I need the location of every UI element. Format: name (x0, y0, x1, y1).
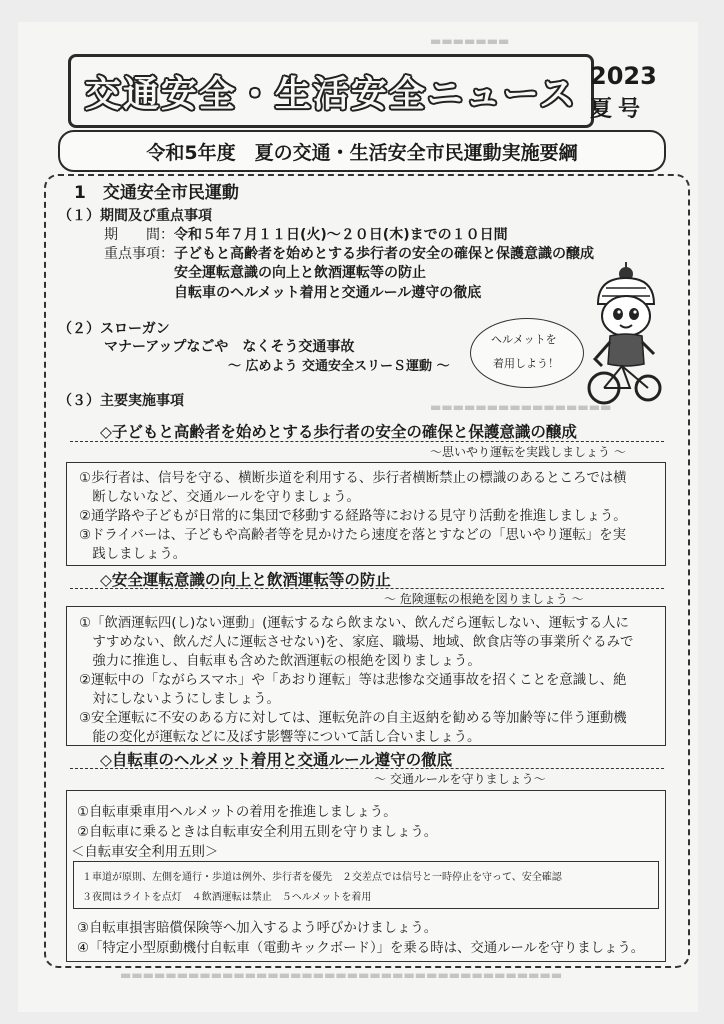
block-line: ④「特定小型原動機付自転車（電動キックボード）」を乗る時は、交通ルールを守りましょう。 (77, 941, 645, 956)
block-divider (70, 441, 664, 442)
slogan-text: マナーアップなごや なくそう交通事故 (104, 339, 355, 355)
block-content-box (66, 606, 666, 746)
block-line: ②運転中の「ながらスマホ」や「あおり運転」等は悲惨な交通事故を招くことを意識し、絶 (79, 673, 627, 688)
block-line: ①歩行者は、信号を守る、横断歩道を利用する、歩行者横断禁止の標識のあるところでは横 (79, 471, 627, 486)
block-subtitle: ～ 交通ルールを守りましょう～ (374, 772, 546, 786)
campaign-title-bar (58, 130, 666, 172)
slogan-subtext: ～ 広めよう 交通安全スリーＳ運動 ～ (228, 359, 450, 374)
issue-year: 2023 (590, 62, 657, 90)
block-line: ③自転車損害賠償保険等へ加入するよう呼びかけましょう。 (77, 921, 438, 936)
block-subtitle: ～思いやり運転を実践しましょう ～ (430, 445, 626, 459)
block-line: ②自転車に乗るときは自転車安全利用五則を守りましょう。 (77, 825, 438, 840)
block-line: 能の変化が運転などに及ぼす影響等について話し合いましょう。 (79, 730, 481, 745)
campaign-title: 令和5年度 夏の交通・生活安全市民運動実施要綱 (146, 141, 578, 164)
period-heading: （１）期間及び重点事項 (58, 208, 212, 224)
block-line: 対にしないようにしましょう。 (79, 692, 280, 707)
rule-line: １車道が原則、左側を通行・歩道は例外、歩行者を優先 ２交差点では信号と一時停止を守って、安全確認 (82, 872, 562, 883)
issue-season: 夏号 (590, 97, 647, 122)
block-line: ①自転車乗車用ヘルメットの着用を推進しましょう。 (77, 805, 397, 820)
main-items-heading: （３）主要実施事項 (58, 393, 184, 409)
block-subtitle: ～ 危険運転の根絶を図りましょう ～ (384, 592, 584, 606)
section-heading: 1 交通安全市民運動 (74, 183, 239, 203)
bicycle-mascot-illustration (584, 262, 664, 410)
block-line: 践しましょう。 (79, 547, 187, 562)
rules-label: ＜自転車安全利用五則＞ (71, 845, 219, 860)
slogan-heading: （２）スローガン (58, 321, 170, 337)
block-line: ③ドライバーは、子どもや高齢者等を見かけたら速度を落とすなどの「思いやり運転」を実 (79, 528, 626, 543)
block-line: ①「飲酒運転四(し)ない運動」(運転するなら飲まない、飲んだら運転しない、運転する人に (79, 616, 629, 631)
focus-item: 自転車のヘルメット着用と交通ルール遵守の徹底 (174, 285, 482, 301)
block-title: ◇安全運転意識の向上と飲酒運転等の防止 (100, 571, 391, 589)
bubble-line: 着用しよう！ (493, 357, 559, 370)
bleed-through-mark: ▬▬▬▬▬▬▬▬▬▬▬▬▬▬▬▬ (430, 400, 612, 414)
bicycle-rules-box (73, 861, 659, 909)
period-value: 令和５年７月１１日(火)～２０日(木)までの１０日間 (174, 227, 508, 243)
block-line: 断しないなど、交通ルールを守りましょう。 (79, 490, 360, 505)
rule-line: ３夜間はライトを点灯 ４飲酒運転は禁止 ５ヘルメットを着用 (82, 892, 372, 903)
mascot-speech-bubble (470, 318, 584, 388)
block-divider (70, 768, 664, 769)
block-line: すすめない、飲んだ人に運転させない)を、家庭、職場、地域、飲食店等の事業所ぐるみで (79, 635, 634, 650)
focus-label: 重点事項： (104, 246, 174, 262)
block-divider (70, 588, 664, 589)
bleed-through-mark: ▬▬▬▬▬▬▬▬▬▬▬▬▬▬▬▬▬▬▬▬▬▬▬▬▬▬▬▬▬▬▬▬▬▬▬▬▬▬▬ (120, 968, 563, 982)
block-content-box (66, 462, 666, 566)
period-label: 期 間： (104, 227, 174, 243)
block-line: 強力に推進し、自転車も含めた飲酒運転の根絶を図りましょう。 (79, 654, 481, 669)
bubble-line: ヘルメットを (491, 333, 557, 346)
bleed-through-mark: ▬▬▬▬▬▬▬ (430, 34, 510, 48)
block-line: ②通学路や子どもが日常的に集団で移動する経路等における見守り活動を推進しましょう。 (79, 509, 627, 524)
block-content-box (66, 790, 666, 962)
block-title: ◇自転車のヘルメット着用と交通ルール遵守の徹底 (100, 751, 453, 769)
newsletter-title: 交通安全・生活安全ニュース (84, 73, 578, 115)
focus-item: 安全運転意識の向上と飲酒運転等の防止 (174, 265, 426, 281)
focus-item: 子どもと高齢者を始めとする歩行者の安全の確保と保護意識の醸成 (174, 246, 594, 262)
block-line: ③安全運転に不安のある方に対しては、運転免許の自主返納を勧める等加齢等に伴う運動機 (79, 711, 627, 726)
title-banner (68, 54, 594, 128)
block-title: ◇子どもと高齢者を始めとする歩行者の安全の確保と保護意識の醸成 (100, 423, 577, 441)
